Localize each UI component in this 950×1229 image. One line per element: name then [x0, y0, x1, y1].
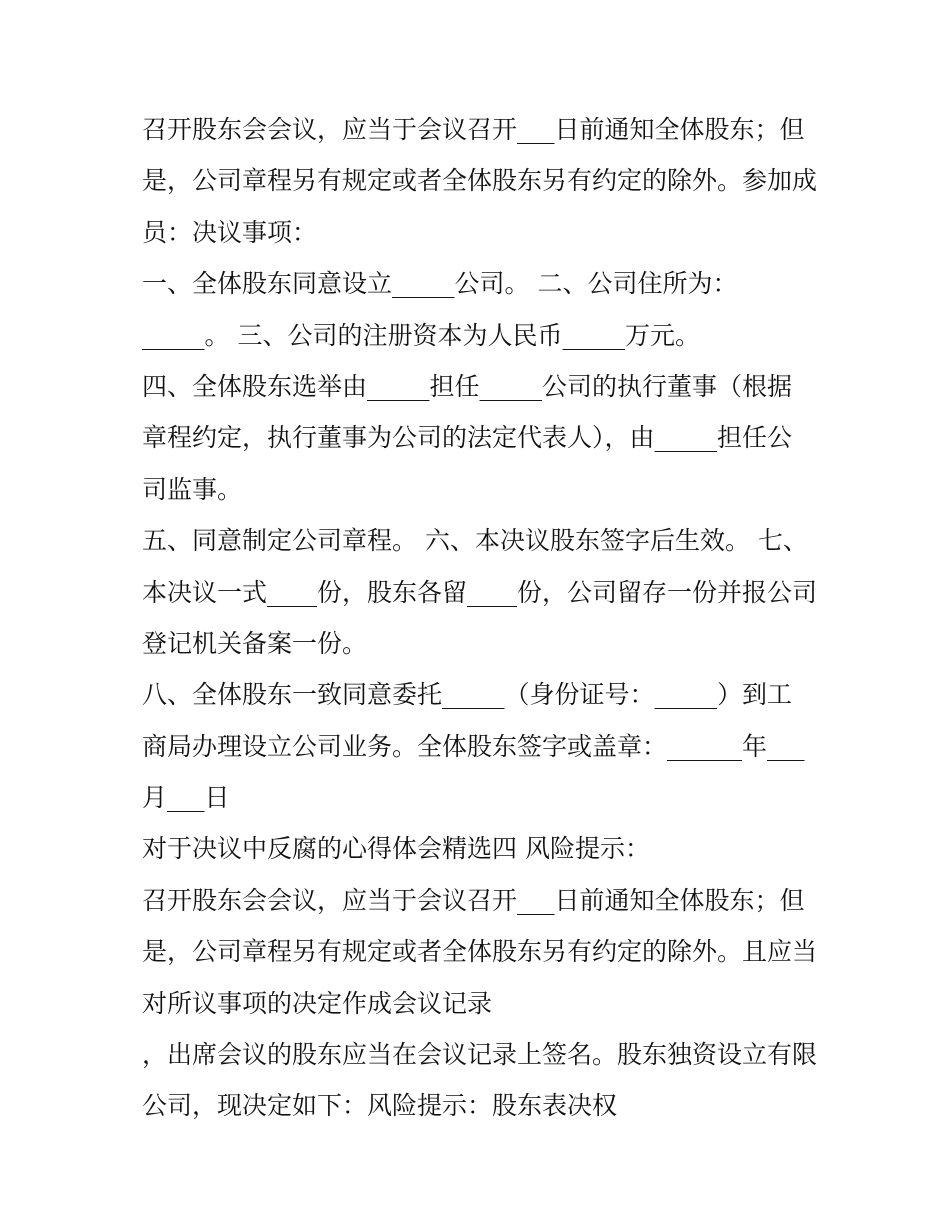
text-line: 四、全体股东选举由_____担任_____公司的执行董事（根据 [142, 371, 793, 401]
text-line: 月___日 [142, 783, 230, 813]
text-line: _____。 三、公司的注册资本为人民币_____万元。 [142, 320, 700, 350]
text-line: 司监事。 [142, 474, 243, 504]
text-line: 召开股东会会议，应当于会议召开___日前通知全体股东；但 [142, 885, 805, 915]
text-line: ，出席会议的股东应当在会议记录上签名。股东独资设立有限 [142, 1040, 818, 1070]
text-line: 对于决议中反腐的心得体会精选四 风险提示： [142, 834, 650, 864]
text-line: 对所议事项的决定作成会议记录 [142, 988, 493, 1018]
text-line: 公司，现决定如下：风险提示：股东表决权 [142, 1091, 618, 1121]
text-line: 商局办理设立公司业务。全体股东签字或盖章：______年___ [142, 731, 805, 761]
text-line: 登记机关备案一份。 [142, 628, 368, 658]
text-line: 本决议一式____份，股东各留____份，公司留存一份并报公司 [142, 577, 818, 607]
document-body [142, 104, 822, 1132]
text-line: 章程约定，执行董事为公司的法定代表人），由_____担任公 [142, 423, 793, 453]
text-line: 是，公司章程另有规定或者全体股东另有约定的除外。且应当 [142, 937, 818, 967]
text-line: 一、全体股东同意设立_____公司。 二、公司住所为： [142, 269, 738, 299]
text-line: 召开股东会会议，应当于会议召开___日前通知全体股东；但 [142, 115, 805, 144]
text-line: 是，公司章程另有规定或者全体股东另有约定的除外。参加成 [142, 166, 818, 196]
text-line: 八、全体股东一致同意委托_____（身份证号：_____）到工 [142, 680, 793, 710]
text-line: 员：决议事项： [142, 217, 318, 247]
text-line: 五、同意制定公司章程。 六、本决议股东签字后生效。 七、 [142, 526, 808, 556]
